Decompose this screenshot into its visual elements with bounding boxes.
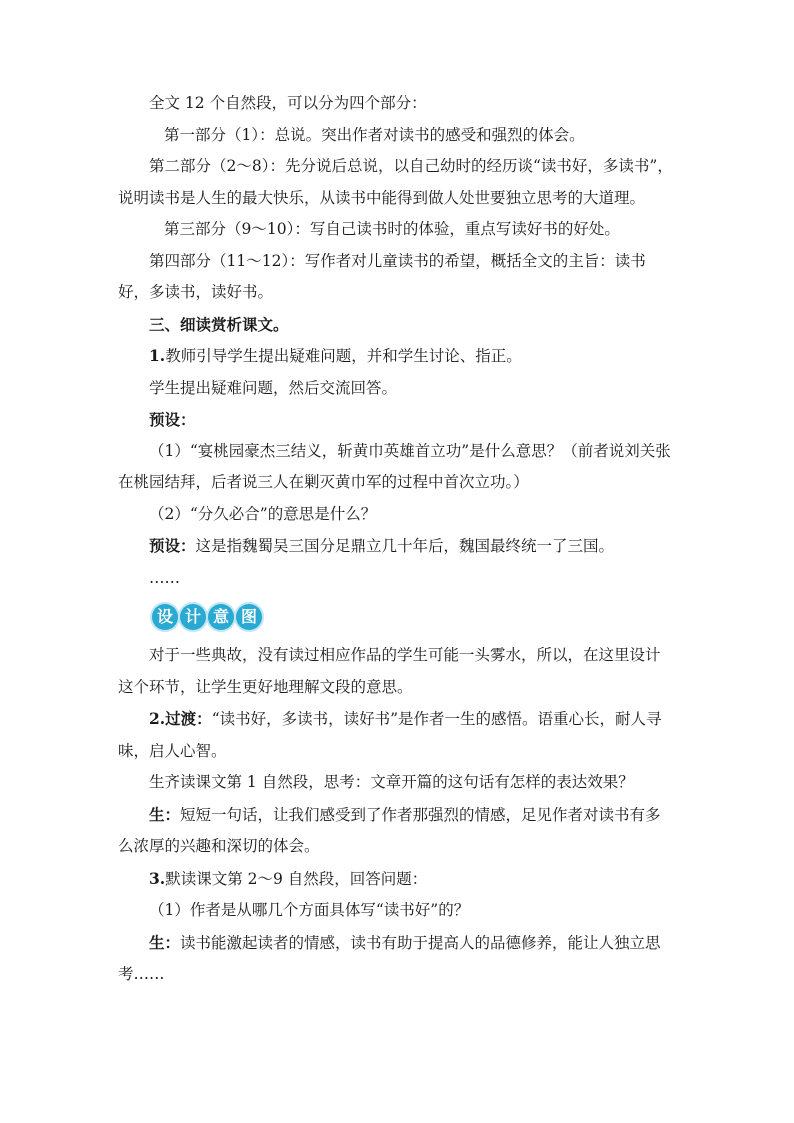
paragraph: 全文 12 个自然段，可以分为四个部分： bbox=[149, 94, 427, 112]
document-body bbox=[118, 88, 674, 991]
paragraph: （2）“分久必合”的意思是什么？ bbox=[149, 504, 377, 523]
paragraph: 对于一些典故，没有读过相应作品的学生可能一头雾水，所以，在这里设计这个环节，让学生更好地理解文段的意思。 bbox=[118, 646, 661, 696]
student-text: 读书能激起读者的情感，读书有助于提高人的品德修养，能让人独立思考…… bbox=[118, 933, 661, 983]
paragraph: 生齐读课文第 1 自然段，思考：文章开篇的这句话有怎样的表达效果？ bbox=[149, 773, 634, 791]
paragraph: 第三部分（9～10）：写自己读书时的体验，重点写读好书的好处。 bbox=[164, 220, 620, 238]
item-number: 1. bbox=[149, 346, 166, 365]
badge-chars bbox=[152, 604, 262, 630]
paragraph bbox=[118, 340, 674, 373]
paragraph: 学生提出疑难问题，然后交流回答。 bbox=[149, 378, 398, 397]
item-text: 教师引导学生提出疑难问题，并和学生讨论、指正。 bbox=[165, 347, 522, 365]
transition-text: “读书好，多读书，读好书”是作者一生的感悟。语重心长，耐人寻味，启人心智。 bbox=[118, 710, 662, 760]
preset-label: 预设： bbox=[149, 410, 196, 429]
student-text: 短短一句话，让我们感受到了作者那强烈的情感，足见作者对读书有多么浓厚的兴趣和深切的体会。 bbox=[118, 805, 661, 855]
paragraph: 第四部分（11～12）：写作者对儿童读书的希望，概括全文的主旨：读书好，多读书，读好书。 bbox=[118, 251, 646, 301]
badge-char: 设 bbox=[152, 604, 178, 630]
paragraph: 第一部分（1）：总说。突出作者对读书的感受和强烈的体会。 bbox=[164, 125, 585, 144]
transition-label: 2.过渡： bbox=[149, 709, 212, 728]
paragraph bbox=[118, 927, 674, 991]
paragraph bbox=[118, 863, 674, 896]
item-number: 3. bbox=[149, 868, 166, 888]
preset-label: 预设： bbox=[149, 536, 196, 555]
item-text: 默读课文第 2～9 自然段，回答问题： bbox=[165, 869, 428, 888]
preset-text: 这是指魏蜀吴三国分足鼎立几十年后，魏国最终统一了三国。 bbox=[195, 537, 615, 555]
paragraph: （1）“宴桃园豪杰三结义，斩黄巾英雄首立功”是什么意思？（前者说刘关张在桃园结拜，后者说三人在剿灭黄巾军的过程中首次立功。） bbox=[118, 441, 671, 491]
section-heading: 三、细读赏析课文。 bbox=[149, 314, 289, 334]
student-label: 生： bbox=[149, 932, 181, 952]
paragraph: 第二部分（2～8）：先分说后总说，以自己幼时的经历谈“读书好，多读书”，说明读书是人生的最大快乐，从读书中能得到做人处世要独立思考的大道理。 bbox=[118, 157, 673, 207]
paragraph bbox=[118, 799, 674, 863]
design-intent-badge bbox=[152, 594, 674, 640]
badge-char: 意 bbox=[208, 604, 234, 630]
paragraph: （1）作者是从哪几个方面具体写“读书好”的？ bbox=[149, 901, 470, 919]
badge-char: 计 bbox=[180, 604, 206, 630]
paragraph bbox=[118, 703, 674, 767]
badge-char: 图 bbox=[236, 604, 262, 630]
paragraph bbox=[118, 530, 674, 563]
ellipsis: …… bbox=[149, 568, 180, 587]
student-label: 生： bbox=[149, 804, 181, 824]
